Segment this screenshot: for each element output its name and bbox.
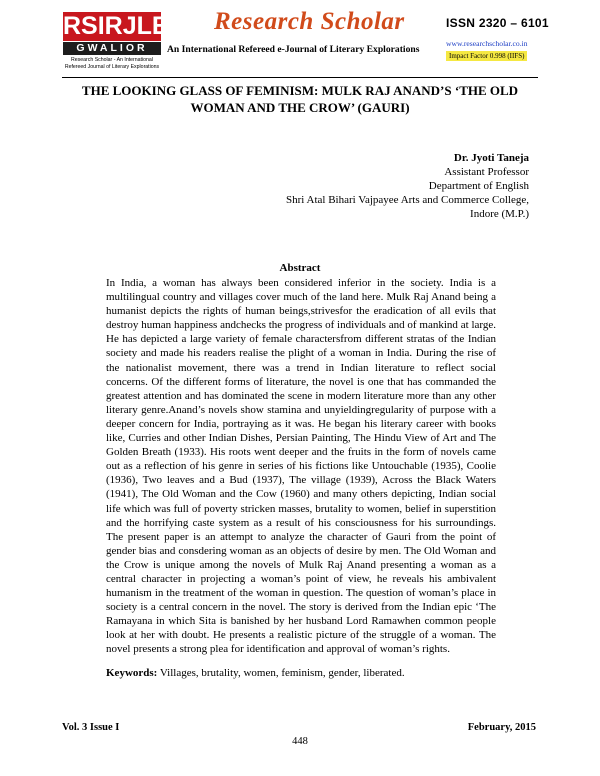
author-institution: Shri Atal Bihari Vajpayee Arts and Commerce College, bbox=[286, 194, 529, 206]
author-position: Assistant Professor bbox=[444, 166, 529, 178]
logo-city: GWALIOR bbox=[63, 42, 161, 55]
journal-website-link[interactable]: www.researchscholar.co.in bbox=[446, 39, 528, 48]
author-name: Dr. Jyoti Taneja bbox=[453, 152, 529, 164]
logo-subtitle: Research Scholar - An International Refereed Journal of Literary Explorations bbox=[64, 57, 160, 70]
author-location: Indore (M.P.) bbox=[470, 208, 529, 220]
journal-title: Research Scholar bbox=[214, 8, 405, 35]
journal-logo bbox=[63, 12, 169, 70]
page-number: 448 bbox=[292, 736, 308, 747]
article-title: THE LOOKING GLASS OF FEMINISM: MULK RAJ ANAND’S ‘THE OLD WOMAN AND THE CROW’ (GAURI) bbox=[81, 83, 519, 115]
author-department: Department of English bbox=[428, 180, 529, 192]
logo-acronym: RSIRJLE bbox=[63, 12, 169, 40]
author-block bbox=[286, 151, 529, 221]
keywords-label: Keywords: bbox=[106, 667, 158, 679]
impact-factor-badge: Impact Factor 0.998 (IIFS) bbox=[446, 51, 527, 61]
journal-tagline: An International Refereed e-Journal of Literary Explorations bbox=[167, 44, 420, 55]
abstract-body: In India, a woman has always been considered inferior in the society. India is a multilingual country and villages cover much of the land here. Mulk Raj Anand being a humanist depicts the rights of human beings,strivesfor the eradication of all evils that destroy human happiness andchecks the progress of individuals and of mankind at large. He has depicted a large variety of female charactersfrom different stratas of the Indian society and made his readers realise the plight of a woman in India. During the rise of the nationalist movement, there was a trend in Indian literature to reflect social concerns. Of the different forms of literature, the novel is one that has commanded the greatest attention and has dominated the scene in modern literature more than any other literary genre.Anand’s novels show stamina and unyieldingregularity of purpose with a deeper concern for India, portraying as it was. He began his literary career with books like, Curries and other Indian Dishes, Persian Painting, The Hindu View of Art and The Golden Breath (1933). His roots went deeper and the fruits in the form of novels came out as a reflection of his genre in series of his fictions like Untouchable (1935), Coolie (1936), Two leaves and a Bud (1937), The village (1939), Across the Black Waters (1941), The Old Woman and the Cow (1960) and many others depicting, Indian social life which was full of poverty stricken masses, brutality to women, belief in superstition and the horrifying caste system as a result of his consciousness for his surroundings. The present paper is an attempt to analyze the character of Gauri from the point of gender bias and consdering woman as an objects of desire by men. The Old Woman and the Crow is unique among the novels of Mulk Raj Anand presenting a woman as a central character in projecting a woman’s point of view, he reveals his ambivalent humanism in the treatment of the woman in question. The question of woman’s place in society is a central concern in the novel. The story is derived from the Indian epic ‘The Ramayana in which Sita is banished by her husband Lord Ramawhen common people look at her with doubt. He presents a realistic picture of the struggle of a woman. The novel presents a strong plea for identification and approval of woman’s rights. bbox=[106, 277, 496, 656]
volume-issue: Vol. 3 Issue I bbox=[62, 722, 120, 733]
issn-number: ISSN 2320 – 6101 bbox=[446, 16, 549, 30]
keywords-list: Villages, brutality, women, feminism, gender, liberated. bbox=[159, 667, 405, 679]
abstract-heading: Abstract bbox=[279, 262, 321, 274]
issue-date: February, 2015 bbox=[467, 722, 536, 733]
header-divider bbox=[62, 77, 538, 78]
keywords-line bbox=[106, 666, 496, 680]
